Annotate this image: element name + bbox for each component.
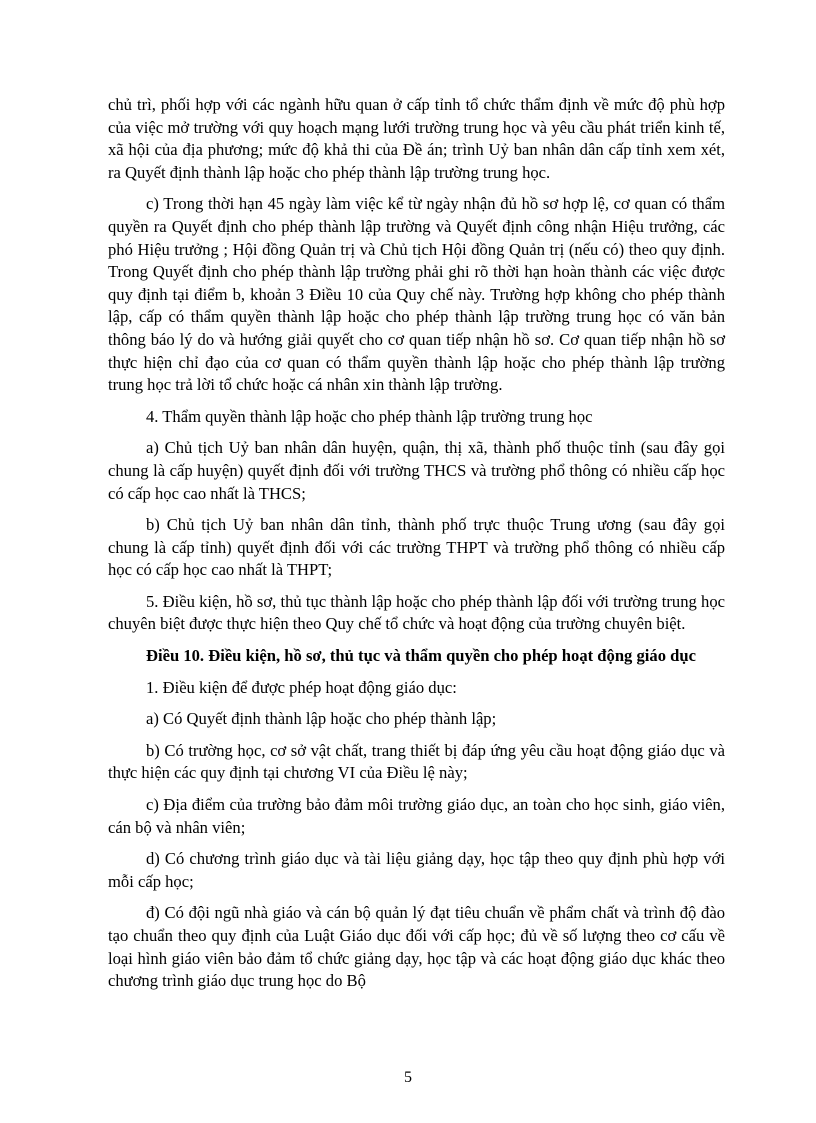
paragraph: b) Chủ tịch Uỷ ban nhân dân tỉnh, thành phố trực thuộc Trung ương (sau đây gọi chung là cấp tỉnh) quyết định đối với các trường THPT và trường phổ thông có nhiều cấp học có cấp học cao nhất là THPT; (108, 515, 725, 580)
paragraph: a) Có Quyết định thành lập hoặc cho phép thành lập; (146, 709, 497, 729)
paragraph: c) Trong thời hạn 45 ngày làm việc kể từ ngày nhận đủ hồ sơ hợp lệ, cơ quan có thẩm quyền ra Quyết định cho phép thành lập trường và Quyết định công nhận Hiệu trưởng, các phó Hiệu trưởng ; Hội đồng Quản trị và Chủ tịch Hội đồng Quản trị (nếu có) theo quy định. Trong Quyết định cho phép thành lập trường phải ghi rõ thời hạn hoàn thành các việc được quy định tại điểm b, khoản 3 Điều 10 của Quy chế này. Trường hợp không cho phép thành lập, cấp có thẩm quyền thành lập hoặc cho phép thành lập trường trung học có văn bản thông báo lý do và hướng giải quyết cho cơ quan tiếp nhận hồ sơ. Cơ quan tiếp nhận hồ sơ thực hiện chỉ đạo của cơ quan có thẩm quyền thành lập hoặc cho phép thành lập trường trung học trả lời tổ chức hoặc cá nhân xin thành lập trường. (108, 194, 725, 395)
section-heading: Điều 10. Điều kiện, hồ sơ, thủ tục và thẩm quyền cho phép hoạt động giáo dục (146, 646, 696, 666)
paragraph: b) Có trường học, cơ sở vật chất, trang thiết bị đáp ứng yêu cầu hoạt động giáo dục và thực hiện các quy định tại chương VI của Điều lệ này; (108, 740, 725, 783)
page-number: 5 (404, 1069, 412, 1086)
paragraph: c) Địa điểm của trường bảo đảm môi trường giáo dục, an toàn cho học sinh, giáo viên, cán bộ và nhân viên; (108, 795, 725, 837)
document-page (108, 94, 725, 1002)
paragraph: 1. Điều kiện để được phép hoạt động giáo dục: (146, 677, 457, 697)
paragraph: chủ trì, phối hợp với các ngành hữu quan ở cấp tỉnh tổ chức thẩm định về mức độ phù hợp của việc mở trường với quy hoạch mạng lưới trường trung học và yêu cầu phát triển kinh tế, xã hội của địa phương; mức độ khả thi của Đề án; trình Uỷ ban nhân dân cấp tỉnh xem xét, ra Quyết định thành lập hoặc cho phép thành lập trường trung học. (108, 95, 725, 182)
paragraph: 4. Thẩm quyền thành lập hoặc cho phép thành lập trường trung học (146, 406, 593, 426)
paragraph: a) Chủ tịch Uỷ ban nhân dân huyện, quận, thị xã, thành phố thuộc tỉnh (sau đây gọi chung là cấp huyện) quyết định đối với trường THCS và trường phổ thông có nhiều cấp học có cấp học cao nhất là THCS; (108, 438, 725, 503)
paragraph: đ) Có đội ngũ nhà giáo và cán bộ quản lý đạt tiêu chuẩn về phẩm chất và trình độ đào tạo chuẩn theo quy định của Luật Giáo dục đối với cấp học; đủ về số lượng theo cơ cấu về loại hình giáo viên bảo đảm tổ chức giảng dạy, học tập và các hoạt động giáo dục khác theo chương trình giáo dục trung học do Bộ (108, 903, 725, 991)
paragraph: 5. Điều kiện, hồ sơ, thủ tục thành lập hoặc cho phép thành lập đối với trường trung học chuyên biệt được thực hiện theo Quy chế tổ chức và hoạt động của trường chuyên biệt. (108, 591, 725, 634)
paragraph: d) Có chương trình giáo dục và tài liệu giảng dạy, học tập theo quy định phù hợp với mỗi cấp học; (108, 849, 725, 891)
